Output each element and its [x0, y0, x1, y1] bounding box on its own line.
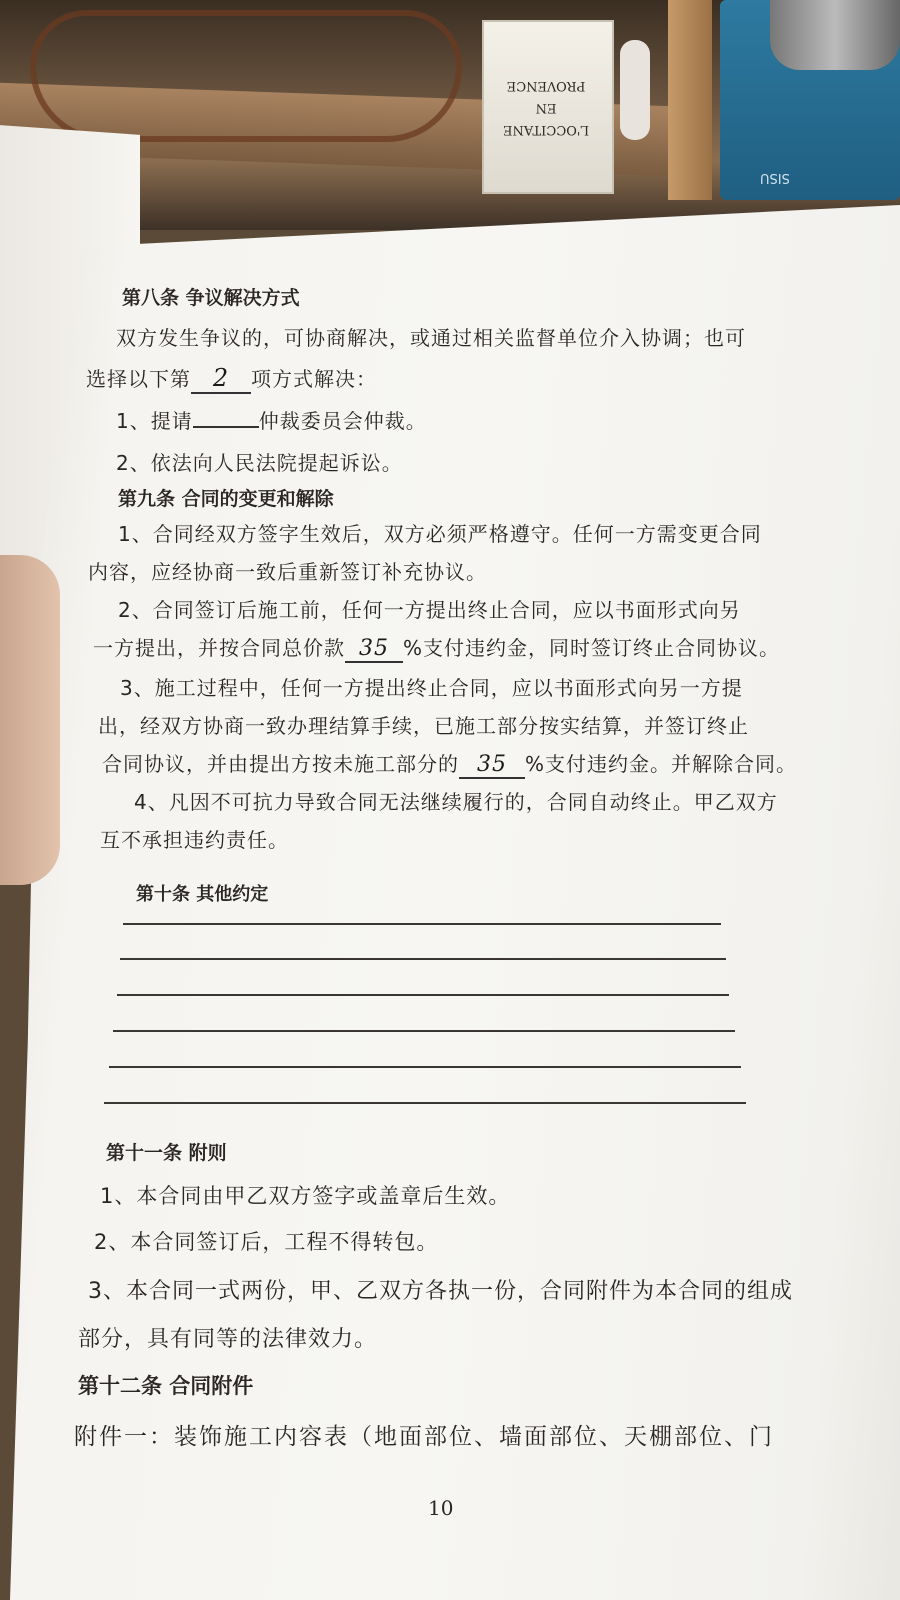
- article11-i2: 2、本合同签订后，工程不得转包。: [94, 1230, 439, 1254]
- article8-item1-pre: 1、提请: [116, 409, 193, 433]
- article8-item2: 2、依法向人民法院提起诉讼。: [116, 451, 403, 475]
- article10-title: 第十条 其他约定: [136, 884, 269, 905]
- other-agreement-line: [104, 1102, 746, 1104]
- notebook-label: SISU: [760, 170, 790, 185]
- article11-i3-l1: 3、本合同一式两份，甲、乙双方各执一份，合同附件为本合同的组成: [88, 1279, 793, 1304]
- other-agreement-line: [109, 1066, 741, 1068]
- article11-i3-l2: 部分，具有同等的法律效力。: [78, 1327, 378, 1352]
- other-agreement-line: [123, 923, 721, 925]
- article9-c2-l2-pre: 一方提出，并按合同总价款: [93, 636, 345, 660]
- eyeglasses: [30, 10, 462, 142]
- holding-hand: [0, 555, 60, 885]
- product-box-label: L'OCCITANE EN PROVENCE: [502, 78, 590, 137]
- other-agreement-line: [113, 1030, 735, 1032]
- dispute-method-choice: 2: [191, 364, 251, 394]
- arbitration-committee-blank: [193, 426, 259, 428]
- article9-c1-l2: 内容，应经协商一致后重新签订补充协议。: [88, 560, 487, 584]
- metal-canister: [770, 0, 900, 70]
- penalty-percent-before-construction: 35: [345, 636, 403, 663]
- page-number: 10: [428, 1496, 454, 1520]
- article11-title: 第十一条 附则: [106, 1142, 227, 1164]
- article9-c3-l3: [102, 748, 797, 779]
- penalty-percent-during-construction: 35: [459, 752, 525, 779]
- tube-object: [620, 40, 650, 140]
- article9-c4-l1: 4、凡因不可抗力导致合同无法继续履行的，合同自动终止。甲乙双方: [134, 790, 778, 814]
- article8-item1-post: 仲裁委员会仲裁。: [258, 409, 427, 433]
- article8-p2-post: 项方式解决：: [251, 367, 377, 391]
- article9-c1-l1: 1、合同经双方签字生效后，双方必须严格遵守。任何一方需变更合同: [118, 522, 762, 546]
- article9-c4-l2: 互不承担违约责任。: [100, 828, 289, 852]
- shelf-post: [668, 0, 712, 200]
- article9-c3-l2: 出，经双方协商一致办理结算手续，已施工部分按实结算，并签订终止: [98, 714, 749, 738]
- article11-i1: 1、本合同由甲乙双方签字或盖章后生效。: [100, 1184, 511, 1208]
- article9-c2-l2-post: %支付违约金，同时签订终止合同协议。: [403, 636, 781, 660]
- article12-attachment1: 附件一：装饰施工内容表（地面部位、墙面部位、天棚部位、门: [74, 1424, 774, 1450]
- article8-p1: 双方发生争议的，可协商解决，或通过相关监督单位介入协调；也可: [116, 326, 746, 350]
- article9-c3-l3-post: %支付违约金。并解除合同。: [525, 752, 798, 776]
- article8-item1: [116, 405, 427, 434]
- article8-p2: [86, 363, 377, 394]
- article12-title: 第十二条 合同附件: [78, 1374, 254, 1398]
- other-agreement-line: [117, 994, 729, 996]
- article9-title: 第九条 合同的变更和解除: [118, 488, 334, 510]
- article9-c2-l1: 2、合同签订后施工前，任何一方提出终止合同，应以书面形式向另: [118, 598, 741, 622]
- article8-title: 第八条 争议解决方式: [122, 287, 300, 309]
- article8-p2-pre: 选择以下第: [86, 367, 191, 391]
- other-agreement-line: [120, 958, 726, 960]
- article9-c2-l2: [93, 632, 780, 663]
- article9-c3-l3-pre: 合同协议，并由提出方按未施工部分的: [102, 752, 459, 776]
- article9-c3-l1: 3、施工过程中，任何一方提出终止合同，应以书面形式向另一方提: [120, 676, 743, 700]
